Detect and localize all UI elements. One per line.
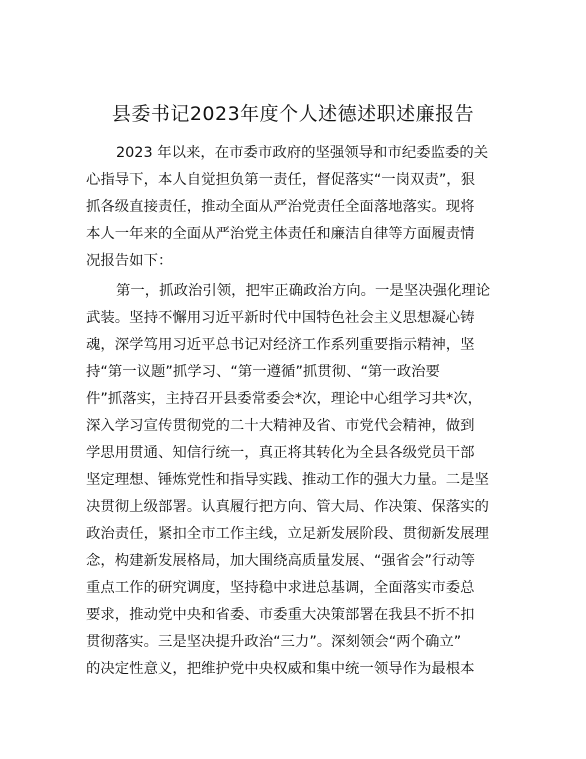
- paragraph-line: 武装。坚持不懈用习近平新时代中国特色社会主义思想凝心铸: [86, 310, 475, 326]
- paragraph-line: 学思用贯通、知信行统一，真正将其转化为全县各级党员干部: [86, 445, 475, 461]
- paragraph-line: 抓各级直接责任，推动全面从严治党责任全面落地落实。现将: [86, 199, 475, 215]
- paragraph-intro: [86, 140, 500, 275]
- paragraph-line: 魂，深学笃用习近平总书记对经济工作系列重要指示精神，坚: [86, 337, 475, 353]
- paragraph-line: 念，构建新发展格局，加大围绕高质量发展、“强省会”行动等: [86, 553, 476, 569]
- document-title: 县委书记2023年度个人述德述职述廉报告: [111, 103, 475, 125]
- paragraph-line: 况报告如下：: [86, 253, 173, 269]
- paragraph-line: 坚定理想、锤炼党性和指导实践、推动工作的强大力量。二是坚: [86, 472, 489, 488]
- paragraph-line: 本人一年来的全面从严治党主体责任和廉洁自律等方面履责情: [86, 226, 475, 242]
- paragraph-line: 要求，推动党中央和省委、市委重大决策部署在我县不折不扣: [86, 607, 475, 623]
- paragraph-line: 政治责任，紧扣全市工作主线，立足新发展阶段、贯彻新发展理: [86, 526, 489, 542]
- paragraph-line: 的决定性意义，把维护党中央权威和集中统一领导作为最根本: [86, 661, 475, 677]
- paragraph-line: 持“第一议题”抓学习、“第一遵循”抓贯彻、“第一政治要: [86, 364, 440, 380]
- paragraph-line: 重点工作的研究调度，坚持稳中求进总基调，全面落实市委总: [86, 580, 475, 596]
- paragraph-line: 深入学习宣传贯彻党的二十大精神及省、市党代会精神，做到: [86, 418, 475, 434]
- paragraph-line: 第一，抓政治引领，把牢正确政治方向。一是坚决强化理论: [116, 283, 491, 299]
- paragraph-line: 贯彻落实。三是坚决提升政治“三力”。深刻领会“两个确立”: [86, 634, 462, 650]
- paragraph-political-guidance: [86, 278, 500, 683]
- paragraph-line: 2023 年以来，在市委市政府的坚强领导和市纪委监委的关: [116, 145, 489, 161]
- paragraph-line: 心指导下，本人自觉担负第一责任，督促落实“一岗双责”，狠: [86, 172, 476, 188]
- paragraph-line: 件”抓落实，主持召开县委常委会*次，理论中心组学习共*次，: [86, 391, 483, 407]
- paragraph-line: 决贯彻上级部署。认真履行把方向、管大局、作决策、保落实的: [86, 499, 489, 515]
